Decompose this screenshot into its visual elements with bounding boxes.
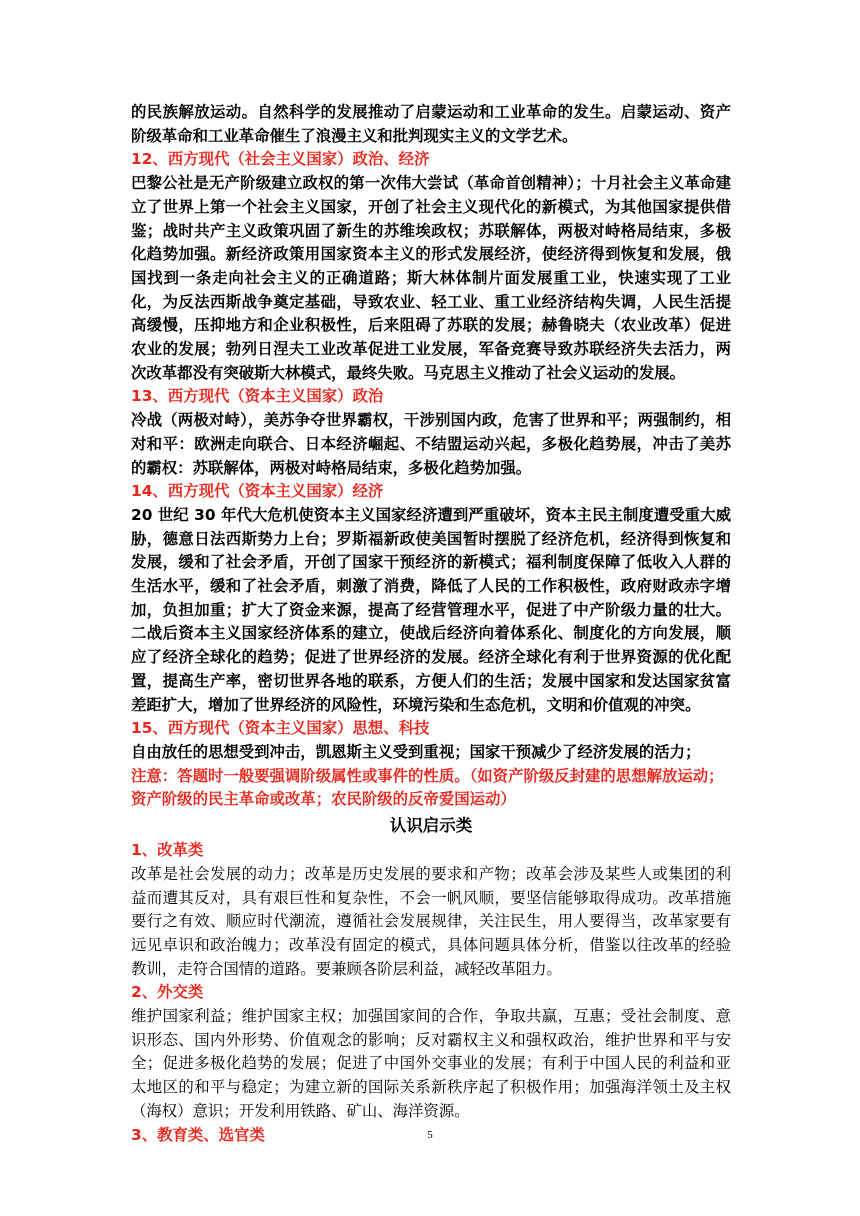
insight-body-reform: 改革是社会发展的动力；改革是历史发展的要求和产物；改革会涉及某些人或集团的利益而遭其反对，具有艰巨性和复杂性，不会一帆风顺，要坚信能够取得成功。改革措施要行之有效、顺应时代潮流，遵循社会发展规律，关注民生，用人要得当，改革家要有远见卓识和政治魄力；改革没有固定的模式，具体问题具体分析，借鉴以往改革的经验教训，走符合国情的道路。要兼顾各阶层利益，减轻改革阻力。 [131, 864, 731, 978]
section-title: 认识启示类 [389, 816, 473, 836]
insight-heading-reform: 1、改革类 [131, 841, 204, 860]
intro-paragraph: 的民族解放运动。自然科学的发展推动了启蒙运动和工业革命的发生。启蒙运动、资产阶级革命和工业革命催生了浪漫主义和批判现实主义的文学艺术。 [131, 103, 731, 145]
insight-heading-diplomacy: 2、外交类 [131, 983, 204, 1002]
answer-note: 注意：答题时一般要强调阶级属性或事件的性质。（如资产阶级反封建的思想解放运动；资产阶级的民主革命或改革；农民阶级的反帝爱国运动） [131, 766, 724, 809]
section-heading-14: 14、西方现代（资本主义国家）经济 [131, 482, 384, 501]
insight-body-diplomacy: 维护国家利益；维护国家主权；加强国家间的合作，争取共赢，互惠；受社会制度、意识形态、国内外形势、价值观念的影响；反对霸权主义和强权政治，维护世界和平与安全；促进多极化趋势的发展；促进了中国外交事业的发展；有利于中国人民的利益和亚太地区的和平与稳定；为建立新的国际关系新秩序起了积极作用；加强海洋领土及主权（海权）意识；开发利用铁路、矿山、海洋资源。 [131, 1007, 731, 1120]
section-body-13: 冷战（两极对峙），美苏争夺世界霸权，干涉别国内政，危害了世界和平；两强制约，相对和平：欧洲走向联合、日本经济崛起、不结盟运动兴起，多极化趋势展，冲击了美苏的霸权：苏联解体，两极对峙格局结束，多极化趋势加强。 [131, 411, 731, 477]
section-heading-12: 12、西方现代（社会主义国家）政治、经济 [131, 150, 430, 169]
section-body-12: 巴黎公社是无产阶级建立政权的第一次伟大尝试（革命首创精神）；十月社会主义革命建立了世界上第一个社会主义国家，开创了社会主义现代化的新模式，为其他国家提供借鉴；战时共产主义政策巩固了新生的苏维埃政权；苏联解体，两极对峙格局结束，多极化趋势加强。新经济政策用国家资本主义的形式发展经济，使经济得到恢复和发展，俄国找到一条走向社会主义的正确道路；斯大林体制片面发展重工业，快速实现了工业化，为反法西斯战争奠定基础，导致农业、轻工业、重工业经济结构失调，人民生活提高缓慢，压抑地方和企业积极性，后来阻碍了苏联的发展；赫鲁晓夫（农业改革）促进农业的发展；勃列日涅夫工业改革促进工业发展，军备竞赛导致苏联经济失去活力，两次改革都没有突破斯大林模式，最终失败。马克思主义推动了社会义运动的发展。 [131, 174, 731, 382]
section-heading-15: 15、西方现代（资本主义国家）思想、科技 [131, 719, 430, 738]
page-number: 5 [427, 1129, 433, 1141]
section-body-15: 自由放任的思想受到冲击，凯恩斯主义受到重视；国家干预减少了经济发展的活力； [131, 742, 701, 761]
page-content [131, 101, 731, 1147]
section-body-14: 20 世纪 30 年代大危机使资本主义国家经济遭到严重破坏，资本主民主制度遭受重大威胁，德意日法西斯势力上台；罗斯福新政使美国暂时摆脱了经济危机，经济得到恢复和发展，缓和了社会矛盾，开创了国家干预经济的新模式；福利制度保障了低收入人群的生活水平，缓和了社会矛盾，刺激了消费，降低了人民的工作积极性，政府财政赤字增加，负担加重；扩大了资金来源，提高了经营管理水平，促进了中产阶级力量的壮大。二战后资本主义国家经济体系的建立，使战后经济向着体系化、制度化的方向发展，顺应了经济全球化的趋势；促进了世界经济的发展。经济全球化有利于世界资源的优化配置，提高生产率，密切世界各地的联系，方便人们的生活；发展中国家和发达国家贫富差距扩大，增加了世界经济的风险性，环境污染和生态危机，文明和价值观的冲突。 [131, 505, 731, 714]
section-heading-13: 13、西方现代（资本主义国家）政治 [131, 387, 384, 406]
insight-heading-education: 3、教育类、选官类 [131, 1125, 265, 1144]
